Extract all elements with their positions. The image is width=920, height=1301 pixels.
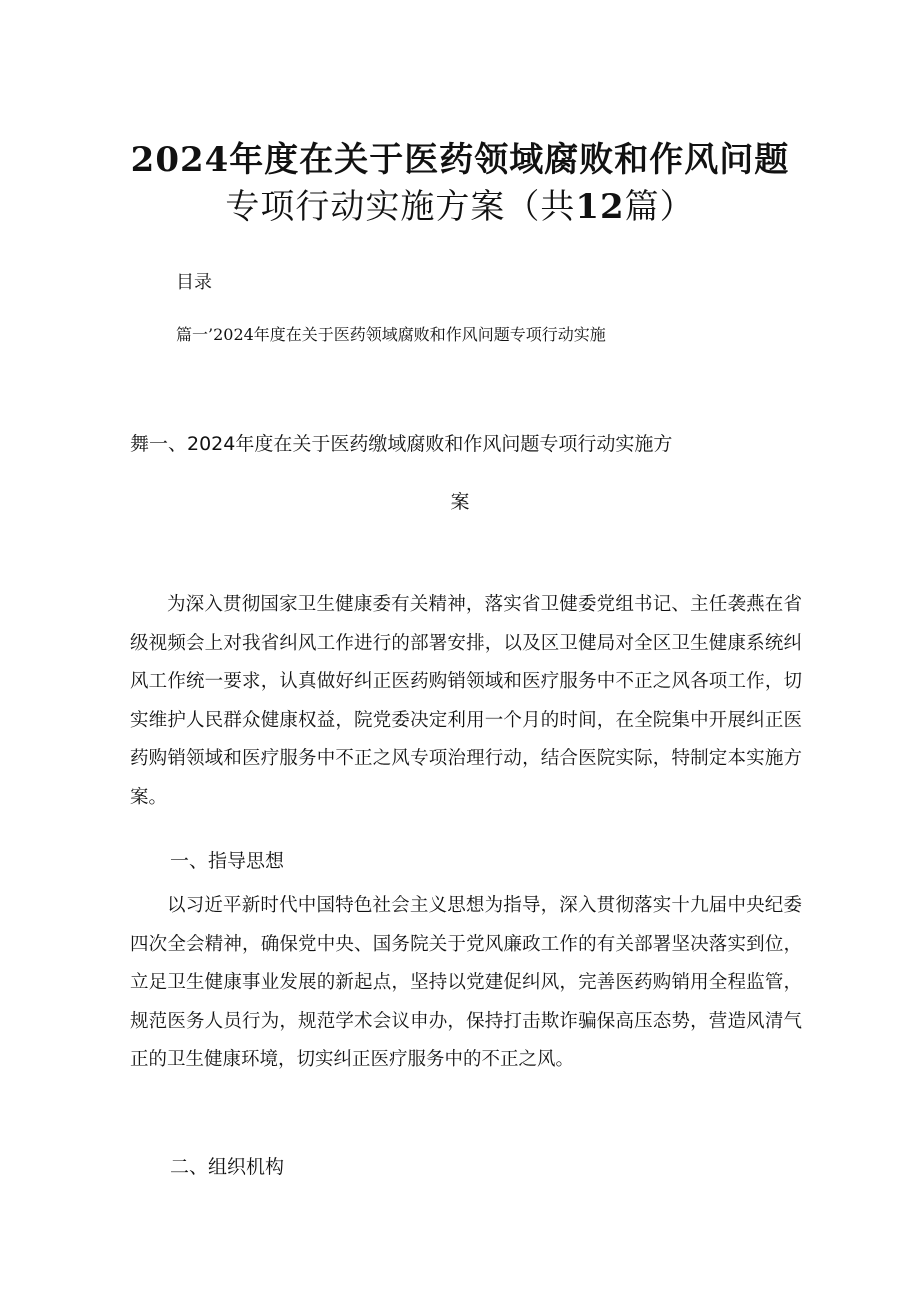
toc-item[interactable]: 篇一’2024年度在关于医药领域腐败和作风问题专项行动实施 [176, 325, 606, 344]
title-line-2-suffix: 篇） [624, 187, 695, 227]
toc-heading: 目录 [176, 272, 212, 293]
title-line-2-number: 12 [575, 187, 625, 227]
title-line-2-prefix: 专项行动实施方案（共 [225, 187, 576, 227]
body-paragraph-intro: 为深入贯彻国家卫生健康委有关精神，落实省卫健委党组书记、主任袭燕在省级视频会上对我省纠风工作进行的部署安排，以及区卫健局对全区卫生健康系统纠风工作统一要求，认真做好纠正医药购销领域和医疗服务中不正之风各项工作，切实维护人民群众健康权益，院党委决定利用一个月的时间，在全院集中开展纠正医药购销领域和医疗服务中不正之风专项治理行动，结合医院实际，特制定本实施方案。 [130, 594, 802, 808]
heading-guiding-ideology: 一、指导思想 [170, 850, 285, 872]
section-title-continued: 案 [450, 491, 470, 513]
document-title-line-1: 2024年度在关于医药领域腐败和作风问题 [130, 140, 790, 180]
document-title-line-2 [0, 185, 920, 229]
heading-organization: 二、组织机构 [170, 1156, 285, 1178]
section-title: 舞一、2024年度在关于医药缴域腐败和作风问题专项行动实施方 [130, 433, 673, 455]
body-paragraph-guiding-ideology: 以习近平新时代中国特色社会主义思想为指导，深入贯彻落实十九届中央纪委四次全会精神，确保党中央、国务院关于党风廉政工作的有关部署坚决落实到位，立足卫生健康事业发展的新起点，坚持以党建促纠风，完善医药购销用全程监管，规范医务人员行为，规范学术会议申办，保持打击欺诈骗保高压态势，营造风清气正的卫生健康环境，切实纠正医疗服务中的不正之风。 [130, 895, 802, 1070]
